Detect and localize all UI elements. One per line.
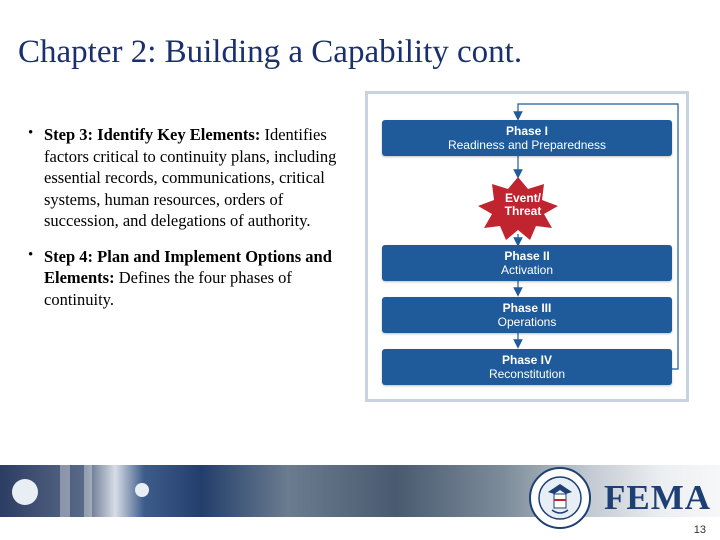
phase-2-box	[382, 245, 672, 281]
bullet-step-3	[28, 124, 344, 232]
flag-star-icon	[135, 483, 149, 497]
event-line-2: Threat	[504, 204, 542, 218]
phase-4-title: Phase IV	[501, 353, 553, 367]
phase-1-title: Phase I	[505, 124, 549, 138]
phase-4-box	[382, 349, 672, 385]
bullet-dot: •	[28, 246, 34, 263]
flag-star-icon	[12, 479, 38, 505]
fema-logo-text: FEMA	[604, 478, 712, 517]
phase-4-subtitle: Reconstitution	[488, 367, 566, 381]
phase-3-subtitle: Operations	[497, 315, 557, 329]
bullet-lead: Step 4: Plan and Implement Options and Elements:	[44, 246, 332, 287]
continuity-phases-diagram	[365, 91, 689, 402]
bullet-text: Identifies factors critical to continuity plans, including essential records, communications, critical systems, human resources, orders of succession, and delegations of authority.	[44, 125, 337, 230]
phase-2-title: Phase II	[504, 249, 550, 263]
event-threat-label	[478, 192, 568, 218]
flag-stripe	[84, 465, 92, 517]
bullet-lead: Step 3: Identify Key Elements:	[44, 125, 261, 144]
bullet-step-4	[28, 246, 344, 311]
flag-stripe	[60, 465, 70, 517]
phase-1-subtitle: Readiness and Preparedness	[447, 138, 607, 152]
bullet-dot: •	[28, 125, 34, 141]
event-line-1: Event/	[504, 191, 541, 205]
dhs-seal-icon	[528, 466, 592, 530]
phase-1-box	[382, 120, 672, 156]
phase-3-box	[382, 297, 672, 333]
slide-title: Chapter 2: Building a Capability cont.	[18, 34, 523, 70]
page-number: 13	[693, 524, 706, 536]
phase-2-subtitle: Activation	[500, 263, 554, 277]
bullet-list	[28, 124, 344, 324]
bullet-text: Defines the four phases of continuity.	[44, 268, 292, 309]
phase-3-title: Phase III	[502, 301, 552, 315]
